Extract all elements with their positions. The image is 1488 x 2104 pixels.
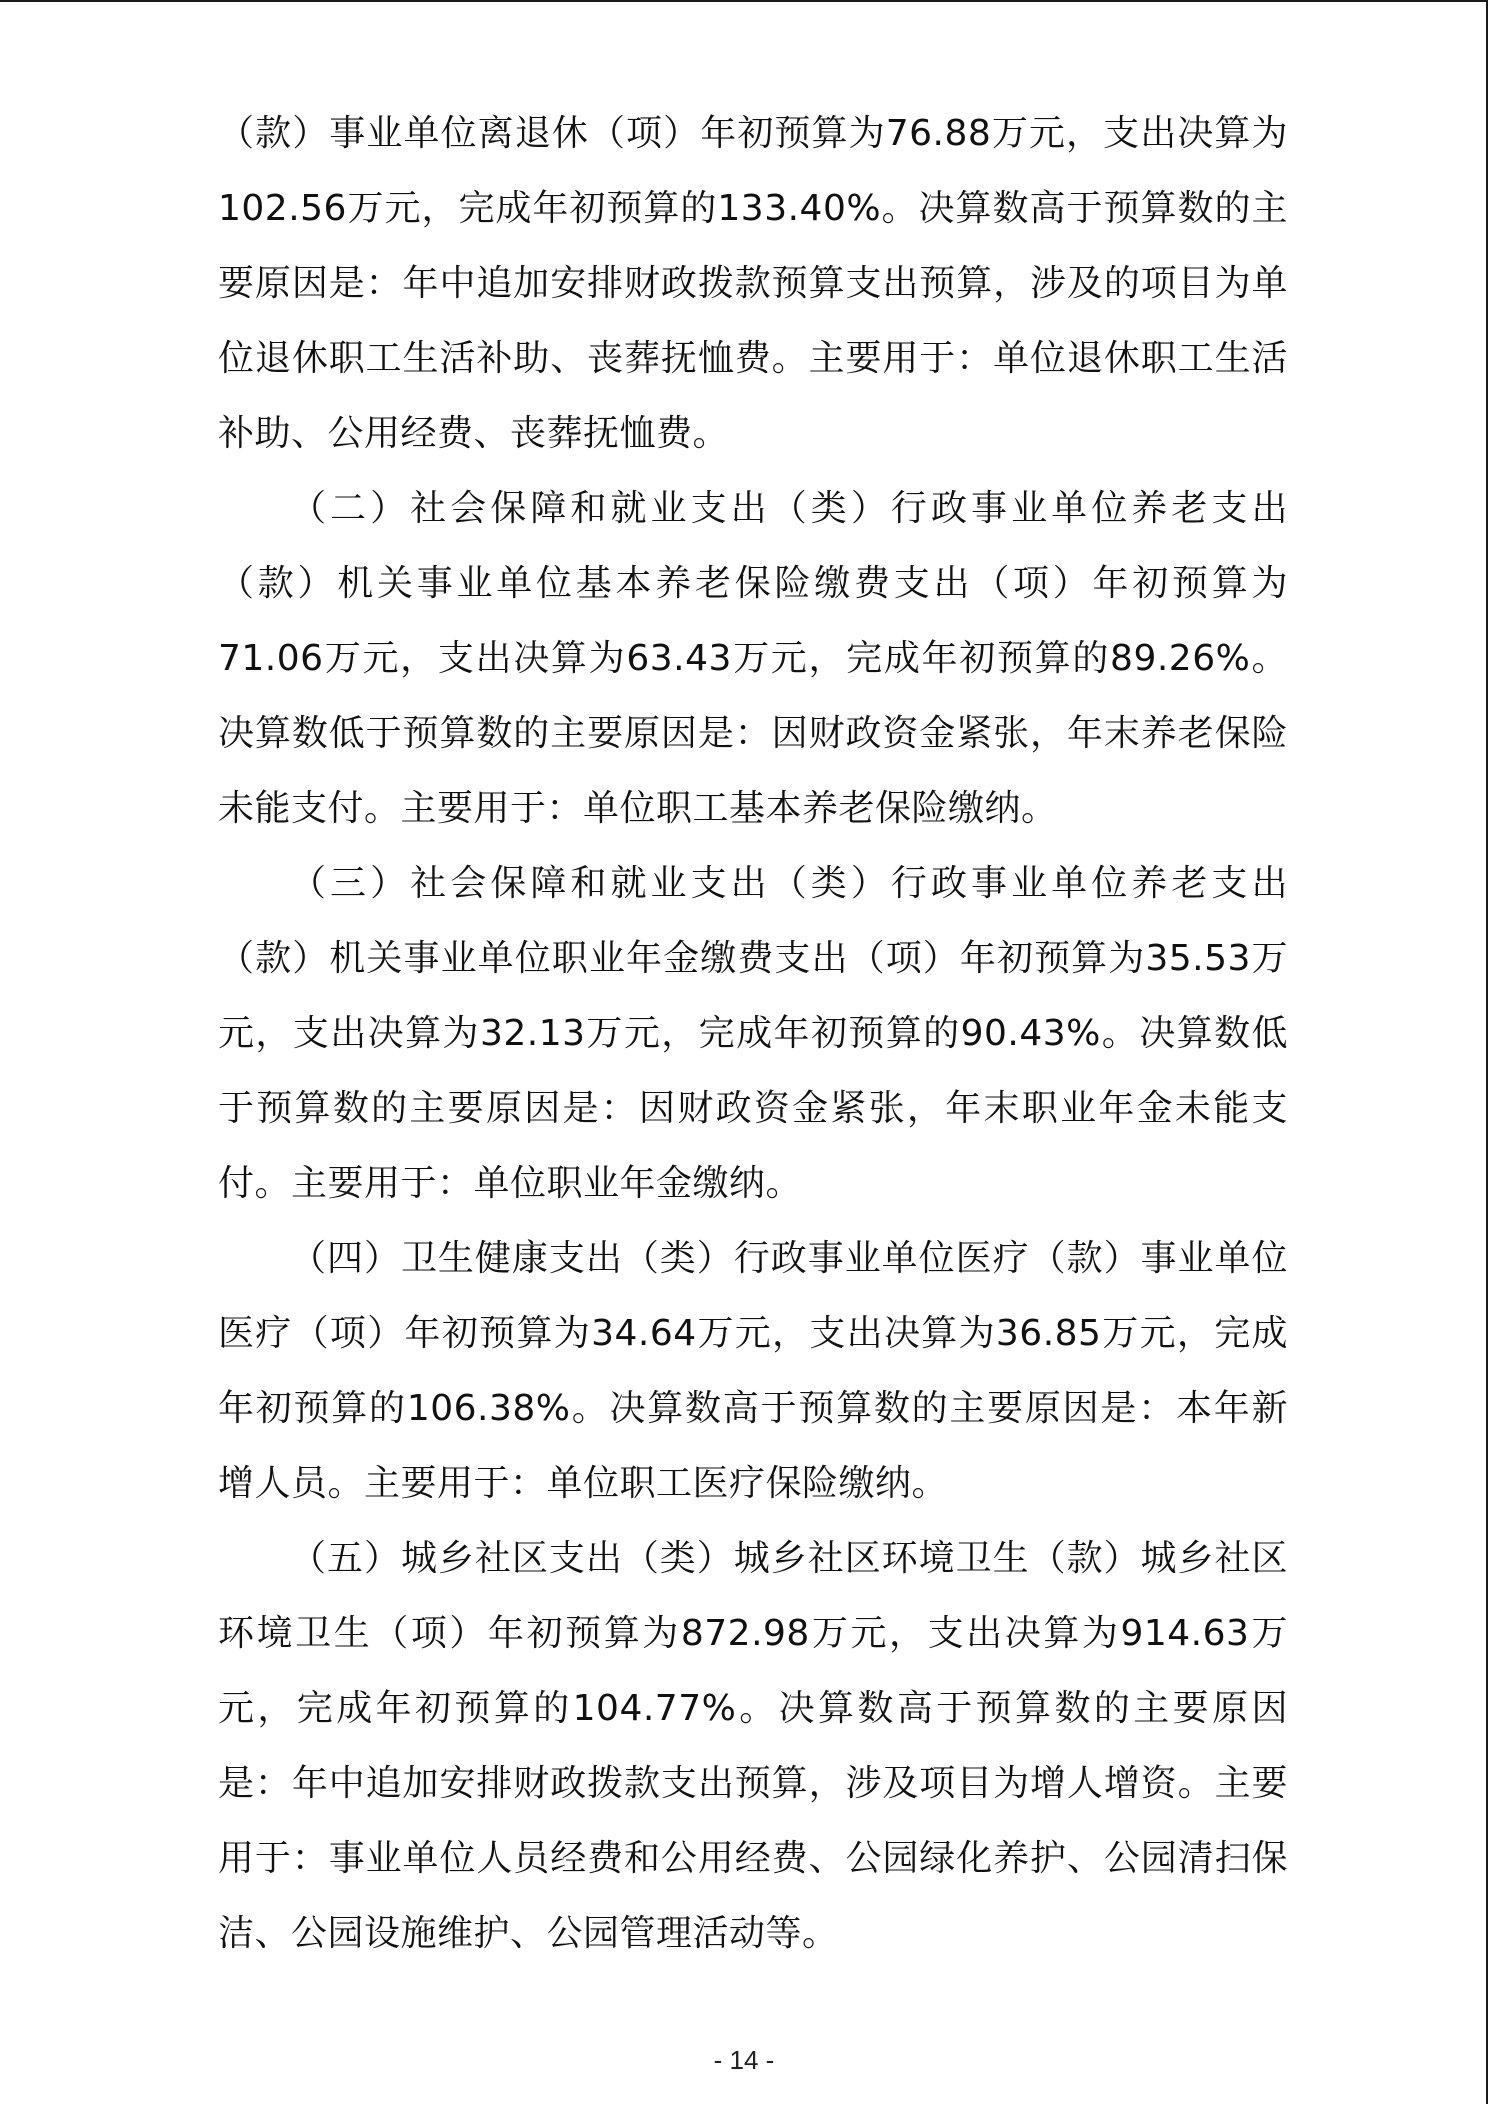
paragraph-retirement: （款）事业单位离退休（项）年初预算为76.88万元，支出决算为102.56万元，完成年初预算的133.40%。决算数高于预算数的主要原因是：年中追加安排财政拨款预算支出预算，涉及的项目为单位退休职工生活补助、丧葬抚恤费。主要用于：单位退休职工生活补助、公用经费、丧葬抚恤费。: [218, 113, 1288, 454]
paragraph-pension-insurance: （二）社会保障和就业支出（类）行政事业单位养老支出（款）机关事业单位基本养老保险缴费支出（项）年初预算为71.06万元，支出决算为63.43万元，完成年初预算的89.26%。决算数低于预算数的主要原因是：因财政资金紧张，年末养老保险未能支付。主要用于：单位职工基本养老保险缴纳。: [218, 488, 1288, 829]
paragraph-occupational-annuity: （三）社会保障和就业支出（类）行政事业单位养老支出（款）机关事业单位职业年金缴费支出（项）年初预算为35.53万元，支出决算为32.13万元，完成年初预算的90.43%。决算数低于预算数的主要原因是：因财政资金紧张，年末职业年金未能支付。主要用于：单位职业年金缴纳。: [218, 863, 1288, 1204]
paragraph-community-sanitation: （五）城乡社区支出（类）城乡社区环境卫生（款）城乡社区环境卫生（项）年初预算为872.98万元，支出决算为914.63万元，完成年初预算的104.77%。决算数高于预算数的主要原因是：年中追加安排财政拨款支出预算，涉及项目为增人增资。主要用于：事业单位人员经费和公用经费、公园绿化养护、公园清扫保洁、公园设施维护、公园管理活动等。: [218, 1538, 1288, 1954]
top-border-line: [0, 0, 1488, 2]
document-body: [218, 96, 1288, 1971]
page-number: - 14 -: [713, 2045, 775, 2075]
paragraph-medical: （四）卫生健康支出（类）行政事业单位医疗（款）事业单位医疗（项）年初预算为34.64万元，支出决算为36.85万元，完成年初预算的106.38%。决算数高于预算数的主要原因是：本年新增人员。主要用于：单位职工医疗保险缴纳。: [218, 1238, 1288, 1504]
